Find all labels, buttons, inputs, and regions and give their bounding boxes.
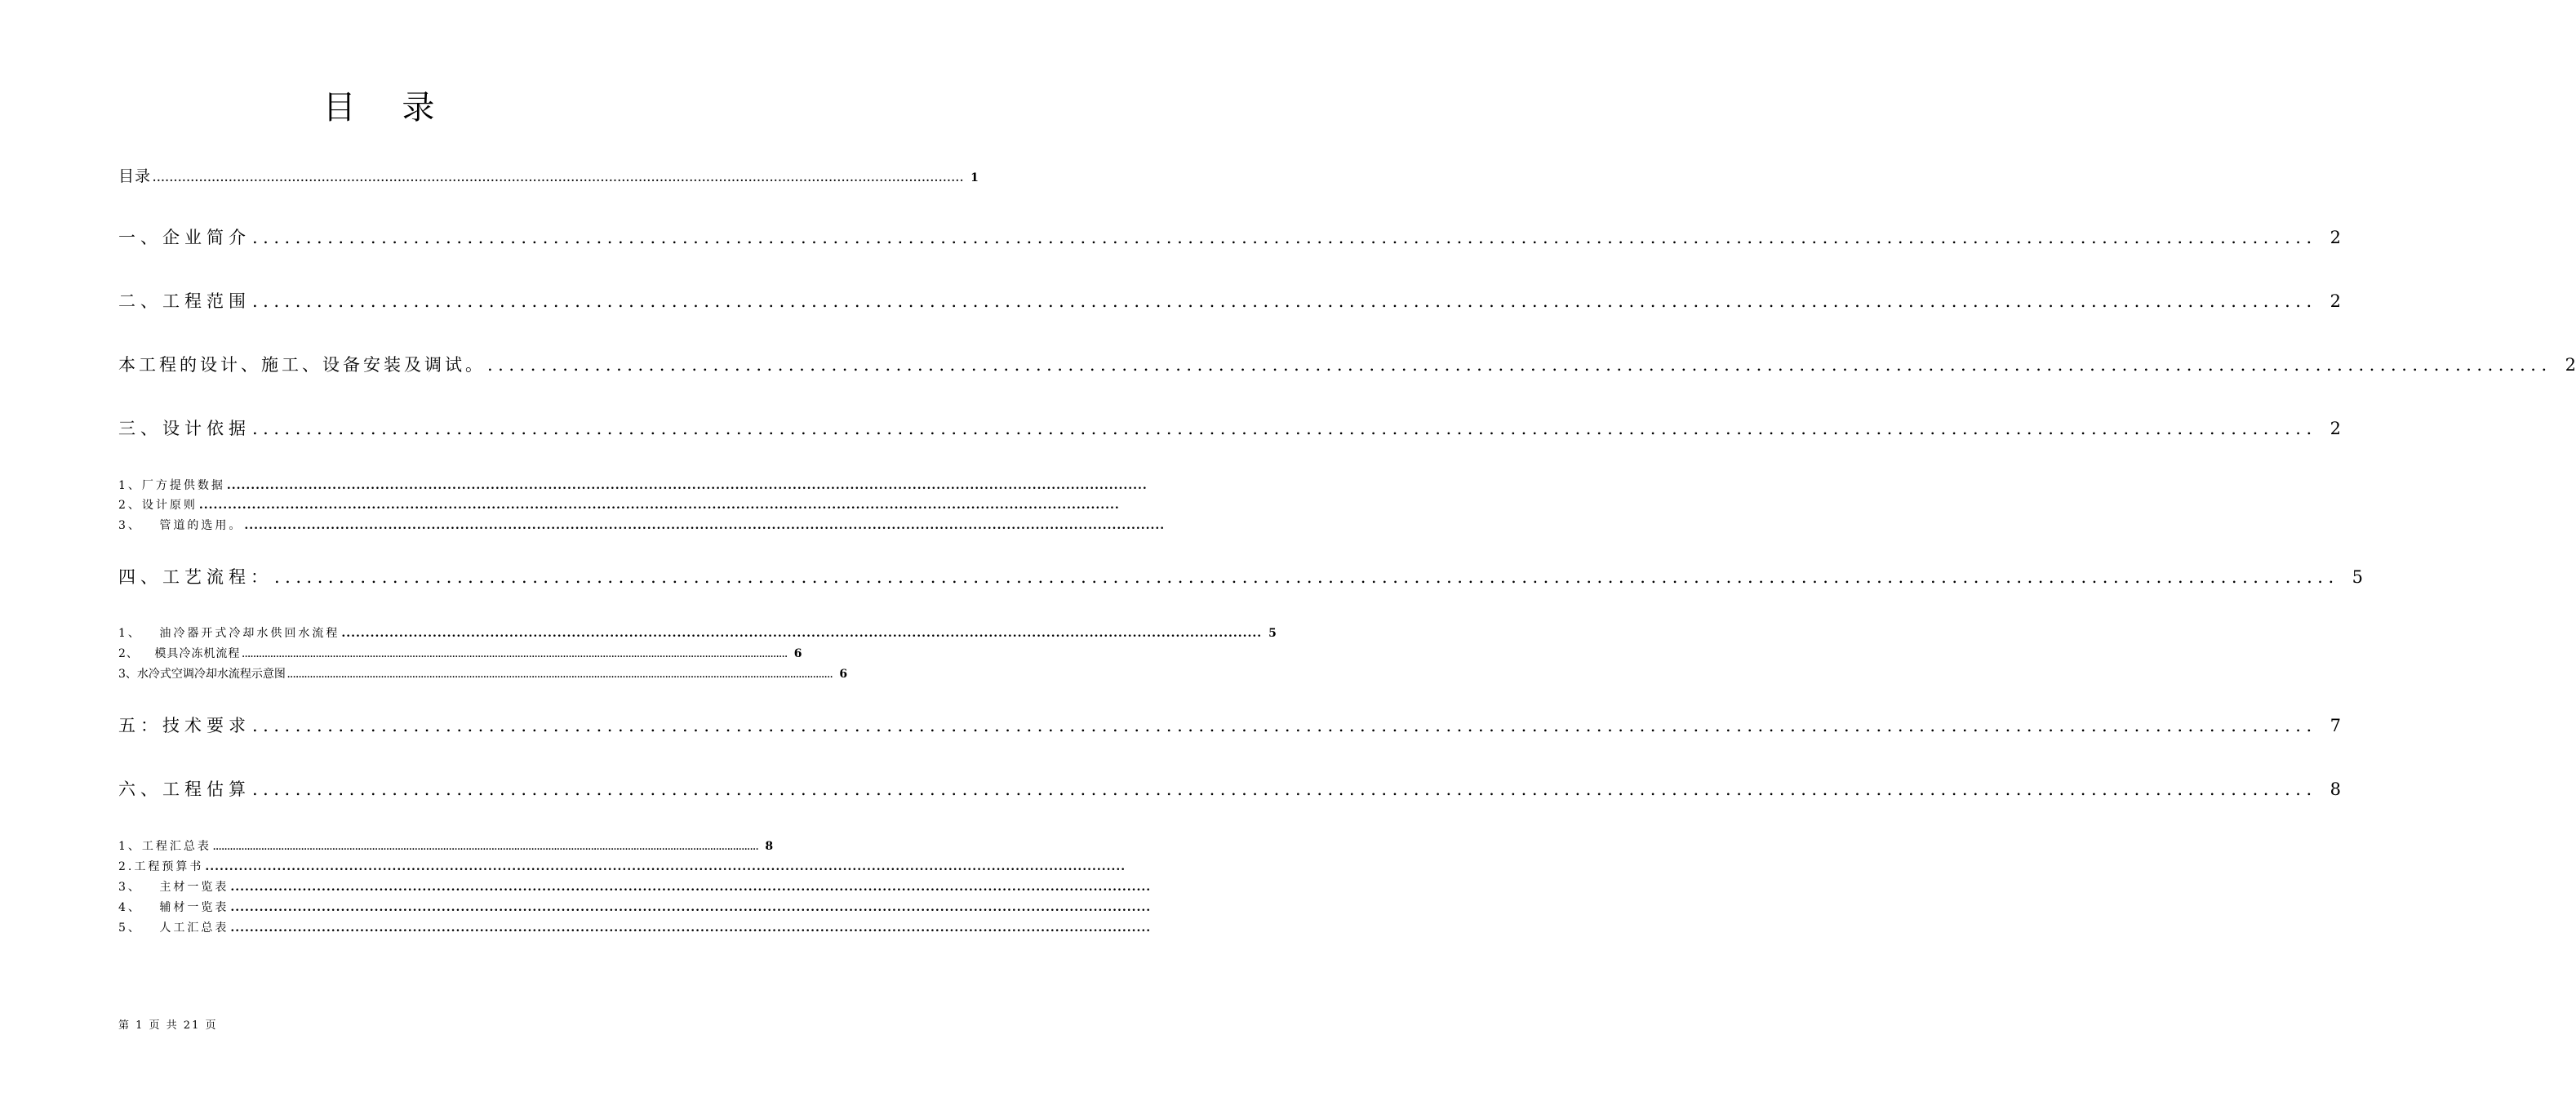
toc-entry-label: 2、 模具冷冻机流程 bbox=[118, 647, 241, 660]
toc-entry[interactable] bbox=[118, 858, 1126, 876]
toc-leader-dots: ................................................................................................................................................................................................ bbox=[198, 499, 1120, 512]
toc-leader-dots: ................................................................................................................................................................................................ bbox=[153, 172, 965, 184]
toc-leader-dots: ................................................................................................................................................................................................ bbox=[274, 567, 2339, 587]
toc-leader-dots: ................................................................................................................................................................................................ bbox=[286, 671, 833, 680]
toc-leader-dots: ................................................................................................................................................................................................ bbox=[212, 843, 759, 852]
toc-entry-label: 2.工程预算书 bbox=[118, 860, 204, 873]
toc-entry[interactable] bbox=[118, 713, 2342, 738]
toc-entry[interactable] bbox=[118, 416, 2342, 441]
toc-entry-label: 1、厂方提供数据 bbox=[118, 479, 225, 492]
toc-entry[interactable] bbox=[118, 665, 848, 683]
toc-page-number: 5 bbox=[1268, 627, 1277, 640]
toc-entry[interactable] bbox=[118, 166, 979, 187]
toc-leader-dots: ................................................................................................................................................................................................ bbox=[205, 860, 1126, 873]
toc-entry[interactable] bbox=[118, 289, 2342, 313]
toc-entry[interactable] bbox=[118, 496, 1120, 514]
toc-leader-dots: ................................................................................................................................................................................................ bbox=[487, 355, 2552, 375]
toc-leader-dots: ................................................................................................................................................................................................ bbox=[252, 419, 2317, 438]
toc-entry-label: 一、企业简介 bbox=[118, 228, 251, 247]
toc-page-number: 2 bbox=[2330, 419, 2342, 438]
toc-entry[interactable] bbox=[118, 624, 1277, 642]
toc-entry-label: 本工程的设计、施工、设备安装及调试。 bbox=[118, 355, 486, 375]
toc-leader-dots: ................................................................................................................................................................................................ bbox=[341, 627, 1263, 640]
toc-entry[interactable] bbox=[118, 837, 774, 855]
toc-page-number: 2 bbox=[2330, 228, 2342, 247]
page-footer: 第 1 页 共 21 页 bbox=[118, 1019, 218, 1032]
toc-entry[interactable] bbox=[118, 777, 2342, 802]
toc-entry-label: 目录 bbox=[118, 167, 152, 185]
toc-entry-label: 4、 辅材一览表 bbox=[118, 901, 229, 914]
toc-entry-label: 3、水冷式空调冷却水流程示意图 bbox=[118, 668, 286, 681]
toc-entry[interactable] bbox=[118, 353, 2576, 377]
toc-page-number: 2 bbox=[2565, 355, 2576, 375]
toc-entry-label: 三、设计依据 bbox=[118, 419, 251, 438]
toc-entry[interactable] bbox=[118, 899, 1152, 917]
toc-leader-dots: ................................................................................................................................................................................................ bbox=[244, 519, 1166, 532]
toc-page-number: 8 bbox=[765, 840, 774, 853]
toc-page-number: 6 bbox=[839, 668, 848, 681]
toc-entry[interactable] bbox=[118, 225, 2342, 250]
toc-entry-label: 1、 油冷器开式冷却水供回水流程 bbox=[118, 627, 340, 640]
toc-entry-label: 5、 人工汇总表 bbox=[118, 922, 229, 935]
toc-leader-dots: ................................................................................................................................................................................................ bbox=[226, 479, 1148, 492]
toc-leader-dots: ................................................................................................................................................................................................ bbox=[230, 881, 1152, 894]
toc-entry[interactable] bbox=[118, 919, 1152, 937]
toc-entry-label: 2、设计原则 bbox=[118, 499, 198, 512]
toc-page-number: 5 bbox=[2352, 567, 2364, 587]
toc-page-number: 7 bbox=[2330, 716, 2342, 735]
toc-entry[interactable] bbox=[118, 878, 1152, 896]
toc-entry-label: 二、工程范围 bbox=[118, 291, 251, 311]
toc-entry[interactable] bbox=[118, 645, 802, 663]
toc-entry[interactable] bbox=[118, 517, 1166, 535]
toc-leader-dots: ................................................................................................................................................................................................ bbox=[252, 228, 2317, 247]
toc-entry-label: 六、工程估算 bbox=[118, 779, 251, 799]
toc-leader-dots: ................................................................................................................................................................................................ bbox=[230, 922, 1152, 935]
toc-leader-dots: ................................................................................................................................................................................................ bbox=[230, 901, 1152, 914]
toc-entry-label: 五：技术要求 bbox=[118, 716, 251, 735]
toc-leader-dots: ................................................................................................................................................................................................ bbox=[252, 291, 2317, 311]
toc-page-number: 1 bbox=[970, 171, 979, 184]
toc-entry[interactable] bbox=[118, 565, 2364, 589]
toc-entry[interactable] bbox=[118, 477, 1148, 495]
toc-entry-label: 3、 管道的选用。 bbox=[118, 519, 243, 532]
toc-leader-dots: ................................................................................................................................................................................................ bbox=[252, 716, 2317, 735]
toc-entry-label: 1、工程汇总表 bbox=[118, 840, 211, 853]
toc-entry-label: 3、 主材一览表 bbox=[118, 881, 229, 894]
page-title: 目 录 bbox=[322, 89, 453, 127]
toc-page-number: 8 bbox=[2330, 779, 2342, 799]
toc-page-number: 2 bbox=[2330, 291, 2342, 311]
toc-leader-dots: ................................................................................................................................................................................................ bbox=[252, 779, 2317, 799]
toc-leader-dots: ................................................................................................................................................................................................ bbox=[242, 651, 788, 660]
toc-entry-label: 四、工艺流程： bbox=[118, 567, 273, 587]
toc-page-number: 6 bbox=[793, 647, 802, 660]
